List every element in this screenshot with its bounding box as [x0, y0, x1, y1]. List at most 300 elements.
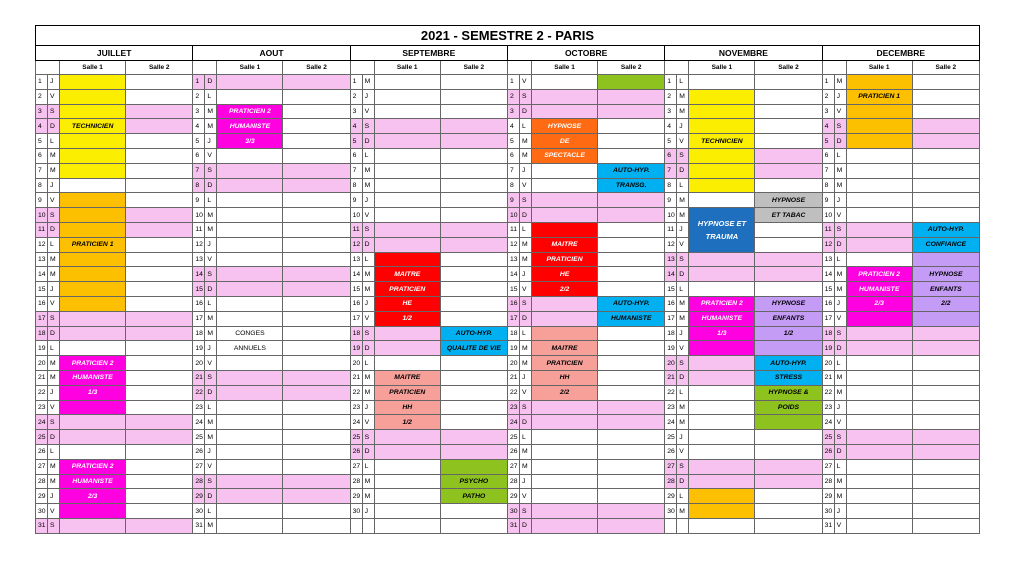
day-letter: S [48, 104, 60, 119]
empty-slot [912, 385, 979, 400]
day-letter: L [205, 193, 217, 208]
day-number: 28 [507, 474, 519, 489]
day-number: 25 [193, 430, 205, 445]
session-cell: 2/2 [912, 296, 979, 311]
day-number: 8 [36, 178, 48, 193]
day-number: 1 [36, 75, 48, 90]
session-cell: AUTO-HYP. [598, 163, 665, 178]
day-letter: M [362, 385, 374, 400]
empty-slot [689, 75, 755, 90]
day-letter: J [48, 178, 60, 193]
day-letter: M [519, 444, 531, 459]
calendar-row [36, 282, 980, 297]
day-number: 17 [822, 311, 834, 326]
day-letter: V [205, 459, 217, 474]
empty-slot [912, 104, 979, 119]
day-number: 27 [350, 459, 362, 474]
day-letter: J [362, 296, 374, 311]
empty-slot [283, 208, 350, 223]
day-number: 30 [665, 504, 677, 519]
session-cell: MAITRE [531, 341, 597, 356]
day-letter: L [834, 459, 846, 474]
calendar-row [36, 163, 980, 178]
day-letter: L [677, 489, 689, 504]
empty-slot [283, 178, 350, 193]
calendar-row [36, 326, 980, 341]
session-cell [689, 504, 755, 519]
day-letter: S [519, 193, 531, 208]
empty-slot [755, 267, 822, 282]
day-number: 24 [665, 415, 677, 430]
empty-slot [531, 178, 597, 193]
empty-slot [846, 504, 912, 519]
session-cell [846, 119, 912, 134]
session-cell: ANNUELS [217, 341, 283, 356]
empty-slot [126, 518, 193, 533]
day-letter: S [362, 222, 374, 237]
day-letter [677, 518, 689, 533]
day-letter: D [48, 326, 60, 341]
day-letter: M [48, 474, 60, 489]
day-number: 30 [350, 504, 362, 519]
day-letter: M [48, 356, 60, 371]
day-number: 16 [350, 296, 362, 311]
session-cell [60, 75, 126, 90]
empty-slot [440, 385, 507, 400]
empty-slot [60, 311, 126, 326]
session-cell: HE [374, 296, 440, 311]
day-number: 3 [507, 104, 519, 119]
empty-slot [846, 163, 912, 178]
calendar-row [36, 237, 980, 252]
day-letter: V [48, 193, 60, 208]
empty-slot [912, 75, 979, 90]
session-cell: PRATICIEN 2 [217, 104, 283, 119]
month-header-septembre: SEPTEMBRE [350, 46, 507, 61]
day-number: 29 [507, 489, 519, 504]
empty-slot [440, 444, 507, 459]
session-cell: TECHNICIEN [689, 134, 755, 149]
session-cell [60, 252, 126, 267]
empty-slot [283, 222, 350, 237]
month-header-juillet: JUILLET [36, 46, 193, 61]
empty-slot [755, 459, 822, 474]
day-number: 6 [36, 148, 48, 163]
day-number: 25 [665, 430, 677, 445]
empty-slot [755, 430, 822, 445]
empty-slot [598, 430, 665, 445]
day-number: 15 [350, 282, 362, 297]
day-number: 16 [36, 296, 48, 311]
empty-slot [689, 415, 755, 430]
empty-slot [846, 370, 912, 385]
session-cell: AUTO-HYP. [755, 356, 822, 371]
day-letter: M [205, 208, 217, 223]
session-cell: ENFANTS [912, 282, 979, 297]
day-number: 19 [36, 341, 48, 356]
empty-slot [126, 193, 193, 208]
day-number: 1 [665, 75, 677, 90]
day-number: 1 [822, 75, 834, 90]
empty-slot [846, 430, 912, 445]
empty-slot [126, 75, 193, 90]
day-letter: D [519, 311, 531, 326]
session-cell [60, 163, 126, 178]
day-number: 16 [822, 296, 834, 311]
day-letter: M [677, 504, 689, 519]
session-cell [689, 163, 755, 178]
day-letter: S [362, 430, 374, 445]
room-header-salle-1: Salle 1 [689, 61, 755, 75]
empty-slot [126, 134, 193, 149]
session-cell [60, 208, 126, 223]
calendar-row [36, 104, 980, 119]
empty-slot [846, 444, 912, 459]
calendar-sheet [35, 25, 980, 534]
calendar-row [36, 415, 980, 430]
empty-slot [846, 178, 912, 193]
session-cell [374, 252, 440, 267]
day-letter: V [834, 518, 846, 533]
empty-slot [374, 504, 440, 519]
empty-slot [755, 444, 822, 459]
day-number: 7 [350, 163, 362, 178]
empty-slot [283, 430, 350, 445]
session-cell [60, 222, 126, 237]
session-cell: HUMANISTE [217, 119, 283, 134]
calendar-row [36, 75, 980, 90]
day-letter: D [362, 134, 374, 149]
session-cell: HUMANISTE [846, 282, 912, 297]
day-number: 19 [350, 341, 362, 356]
empty-slot [217, 385, 283, 400]
empty-slot [912, 326, 979, 341]
session-cell: DE [531, 134, 597, 149]
day-letter: J [205, 341, 217, 356]
empty-slot [283, 119, 350, 134]
day-letter: S [48, 518, 60, 533]
day-number: 30 [36, 504, 48, 519]
calendar-row [36, 341, 980, 356]
empty-slot [531, 474, 597, 489]
room-header-salle-2: Salle 2 [126, 61, 193, 75]
day-letter: S [48, 208, 60, 223]
session-cell [689, 89, 755, 104]
empty-slot [598, 415, 665, 430]
day-number: 21 [822, 370, 834, 385]
empty-slot [60, 430, 126, 445]
session-cell: STRESS [755, 370, 822, 385]
session-cell: 1/3 [60, 385, 126, 400]
empty-slot [440, 148, 507, 163]
day-number: 10 [193, 208, 205, 223]
day-letter: M [205, 430, 217, 445]
empty-slot [283, 489, 350, 504]
day-number: 15 [822, 282, 834, 297]
empty-slot [755, 163, 822, 178]
empty-slot [598, 474, 665, 489]
day-number: 21 [193, 370, 205, 385]
day-letter: M [677, 415, 689, 430]
empty-slot [440, 504, 507, 519]
day-letter: D [677, 370, 689, 385]
day-letter: S [205, 163, 217, 178]
day-number: 27 [36, 459, 48, 474]
empty-slot [126, 267, 193, 282]
day-letter: L [834, 148, 846, 163]
day-number: 17 [193, 311, 205, 326]
empty-slot [126, 400, 193, 415]
session-cell: 1/2 [755, 326, 822, 341]
session-cell: TRANSG. [598, 178, 665, 193]
session-cell: HYPNOSE [531, 119, 597, 134]
empty-slot [531, 430, 597, 445]
day-letter: S [834, 222, 846, 237]
day-number: 22 [350, 385, 362, 400]
empty-slot [374, 148, 440, 163]
session-cell: PRATICIEN 2 [689, 296, 755, 311]
day-number: 13 [822, 252, 834, 267]
day-letter: V [834, 415, 846, 430]
day-number: 2 [350, 89, 362, 104]
session-cell: CONGES [217, 326, 283, 341]
empty-slot [912, 89, 979, 104]
empty-slot [531, 163, 597, 178]
empty-slot [912, 178, 979, 193]
day-letter: V [205, 252, 217, 267]
calendar-row [36, 518, 980, 533]
session-cell: TECHNICIEN [60, 119, 126, 134]
empty-slot [440, 267, 507, 282]
empty-slot [217, 518, 283, 533]
empty-slot [440, 134, 507, 149]
day-letter: M [205, 518, 217, 533]
empty-slot [531, 296, 597, 311]
day-number: 27 [822, 459, 834, 474]
session-cell: HYPNOSE [912, 267, 979, 282]
day-number: 11 [822, 222, 834, 237]
session-cell [60, 267, 126, 282]
empty-slot [689, 282, 755, 297]
empty-slot [60, 415, 126, 430]
day-number: 13 [507, 252, 519, 267]
empty-slot [283, 134, 350, 149]
empty-slot [374, 341, 440, 356]
session-cell: HYPNOSE [755, 193, 822, 208]
day-number: 17 [665, 311, 677, 326]
day-letter: S [834, 119, 846, 134]
room-header-salle-1: Salle 1 [60, 61, 126, 75]
empty-slot [217, 178, 283, 193]
day-letter: M [519, 356, 531, 371]
day-number: 31 [822, 518, 834, 533]
calendar-row [36, 89, 980, 104]
day-number: 12 [350, 237, 362, 252]
day-letter: S [48, 311, 60, 326]
day-letter: M [834, 75, 846, 90]
day-number: 14 [36, 267, 48, 282]
day-number: 8 [193, 178, 205, 193]
empty-slot [283, 370, 350, 385]
empty-slot [217, 296, 283, 311]
empty-slot [126, 119, 193, 134]
empty-slot [531, 75, 597, 90]
empty-slot [598, 504, 665, 519]
day-letter: J [834, 504, 846, 519]
day-column-header [507, 61, 531, 75]
empty-slot [440, 163, 507, 178]
session-cell [531, 222, 597, 237]
day-letter: M [205, 311, 217, 326]
day-number: 23 [193, 400, 205, 415]
empty-slot [217, 415, 283, 430]
day-number: 22 [665, 385, 677, 400]
empty-slot [217, 504, 283, 519]
day-letter: S [677, 252, 689, 267]
day-letter: M [834, 474, 846, 489]
day-number: 26 [507, 444, 519, 459]
empty-slot [440, 178, 507, 193]
calendar-row [36, 504, 980, 519]
day-number: 11 [350, 222, 362, 237]
empty-slot [217, 163, 283, 178]
day-number: 23 [350, 400, 362, 415]
calendar-row [36, 356, 980, 371]
session-cell [60, 89, 126, 104]
empty-slot [217, 75, 283, 90]
day-number: 24 [507, 415, 519, 430]
empty-slot [912, 415, 979, 430]
empty-slot [60, 444, 126, 459]
empty-slot [846, 518, 912, 533]
empty-slot [689, 459, 755, 474]
day-number: 21 [350, 370, 362, 385]
empty-slot [126, 282, 193, 297]
day-letter: D [205, 385, 217, 400]
empty-slot [912, 474, 979, 489]
day-number: 6 [193, 148, 205, 163]
session-cell: HUMANISTE [598, 311, 665, 326]
empty-slot [217, 193, 283, 208]
day-number: 11 [36, 222, 48, 237]
day-number: 22 [507, 385, 519, 400]
day-number: 22 [36, 385, 48, 400]
day-number: 20 [193, 356, 205, 371]
calendar-row [36, 267, 980, 282]
session-cell: CONFIANCE [912, 237, 979, 252]
empty-slot [440, 89, 507, 104]
session-cell [60, 400, 126, 415]
day-number: 23 [665, 400, 677, 415]
empty-slot [217, 474, 283, 489]
day-letter: D [362, 341, 374, 356]
day-letter: M [834, 163, 846, 178]
empty-slot [440, 370, 507, 385]
day-number: 14 [507, 267, 519, 282]
day-number: 2 [507, 89, 519, 104]
day-letter: M [205, 119, 217, 134]
empty-slot [283, 385, 350, 400]
empty-slot [440, 119, 507, 134]
calendar-row [36, 370, 980, 385]
empty-slot [912, 163, 979, 178]
day-number: 29 [193, 489, 205, 504]
day-number: 15 [36, 282, 48, 297]
day-number: 20 [350, 356, 362, 371]
empty-slot [598, 400, 665, 415]
day-column-header [193, 61, 217, 75]
day-number: 18 [36, 326, 48, 341]
day-letter: D [834, 237, 846, 252]
day-number: 1 [193, 75, 205, 90]
day-number: 12 [193, 237, 205, 252]
empty-slot [374, 518, 440, 533]
day-letter: L [205, 89, 217, 104]
day-letter: J [677, 119, 689, 134]
empty-slot [283, 252, 350, 267]
day-number: 9 [665, 193, 677, 208]
day-number: 4 [822, 119, 834, 134]
day-number: 30 [507, 504, 519, 519]
day-letter: M [362, 489, 374, 504]
day-number: 20 [507, 356, 519, 371]
session-cell [598, 75, 665, 90]
day-letter: D [48, 222, 60, 237]
day-letter: M [48, 252, 60, 267]
day-number: 6 [822, 148, 834, 163]
room-header-salle-2: Salle 2 [912, 61, 979, 75]
day-letter: S [834, 326, 846, 341]
empty-slot [374, 459, 440, 474]
day-letter: L [362, 252, 374, 267]
empty-slot [598, 148, 665, 163]
day-letter: S [519, 400, 531, 415]
day-number: 15 [193, 282, 205, 297]
day-number: 24 [822, 415, 834, 430]
day-letter: J [677, 222, 689, 237]
empty-slot [531, 400, 597, 415]
day-number: 19 [822, 341, 834, 356]
day-letter: V [205, 148, 217, 163]
day-letter: M [834, 489, 846, 504]
room-header-salle-2: Salle 2 [755, 61, 822, 75]
day-letter: J [834, 89, 846, 104]
day-number: 14 [350, 267, 362, 282]
session-cell: PRATICIEN [374, 385, 440, 400]
day-number: 18 [665, 326, 677, 341]
session-cell [60, 296, 126, 311]
day-number: 25 [822, 430, 834, 445]
session-cell: AUTO-HYP. [912, 222, 979, 237]
empty-slot [126, 474, 193, 489]
day-letter: D [519, 208, 531, 223]
empty-slot [217, 237, 283, 252]
empty-slot [126, 415, 193, 430]
day-number: 3 [193, 104, 205, 119]
day-letter: V [48, 400, 60, 415]
day-number: 8 [822, 178, 834, 193]
empty-slot [217, 444, 283, 459]
day-number: 13 [350, 252, 362, 267]
day-number: 31 [36, 518, 48, 533]
day-number: 29 [350, 489, 362, 504]
day-column-header [350, 61, 374, 75]
day-number: 16 [665, 296, 677, 311]
empty-slot [283, 311, 350, 326]
day-letter: V [677, 237, 689, 252]
empty-slot [60, 518, 126, 533]
session-cell [755, 415, 822, 430]
